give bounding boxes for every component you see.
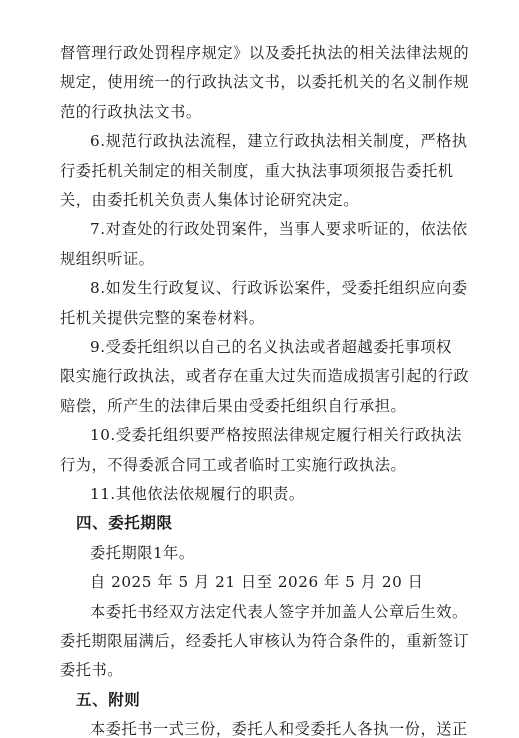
paragraph-line: 范的行政执法文书。 [60, 103, 202, 121]
annex-line: 本委托书一式三份，委托人和受委托人各执一份，送正 [90, 720, 468, 738]
list-item-line: 11.其他依法依规履行的职责。 [90, 485, 305, 503]
list-item-line: 规组织听证。 [60, 250, 155, 268]
effect-paragraph-line: 委托期限届满后，经委托人审核认为符合条件的，重新签订 [60, 632, 470, 650]
list-item-line: 9.受委托组织以自己的名义执法或者超越委托事项权 [90, 338, 452, 356]
list-item-line: 7.对查处的行政处罚案件，当事人要求听证的，依法依 [90, 220, 468, 238]
list-item-line: 8.如发生行政复议、行政诉讼案件，受委托组织应向委 [90, 279, 468, 297]
term-line: 自 2025 年 5 月 21 日至 2026 年 5 月 20 日 [90, 573, 424, 591]
list-item-line: 限实施行政执法，或者存在重大过失而造成损害引起的行政 [60, 367, 470, 385]
effect-paragraph-line: 委托书。 [60, 661, 123, 679]
list-item-line: 行为，不得委派合同工或者临时工实施行政执法。 [60, 456, 407, 474]
paragraph-line: 督管理行政处罚程序规定》以及委托执法的相关法律法规的 [60, 44, 470, 62]
list-item-line: 行委托机关制定的相关制度，重大执法事项须报告委托机 [60, 162, 454, 180]
list-item-line: 10.受委托组织要严格按照法律规定履行相关行政执法 [90, 426, 463, 444]
section-heading-annex: 五、附则 [76, 691, 141, 709]
list-item-line: 托机关提供完整的案卷材料。 [60, 309, 265, 327]
term-line: 委托期限1年。 [90, 544, 195, 562]
list-item-line: 赔偿，所产生的法律后果由受委托组织自行承担。 [60, 397, 407, 415]
paragraph-line: 规定，使用统一的行政执法文书，以委托机关的名义制作规 [60, 73, 470, 91]
list-item-line: 关，由委托机关负责人集体讨论研究决定。 [60, 191, 360, 209]
list-item-line: 6.规范行政执法流程，建立行政执法相关制度，严格执 [90, 132, 468, 150]
section-heading-term: 四、委托期限 [76, 514, 173, 532]
effect-paragraph-line: 本委托书经双方法定代表人签字并加盖人公章后生效。 [90, 603, 468, 621]
